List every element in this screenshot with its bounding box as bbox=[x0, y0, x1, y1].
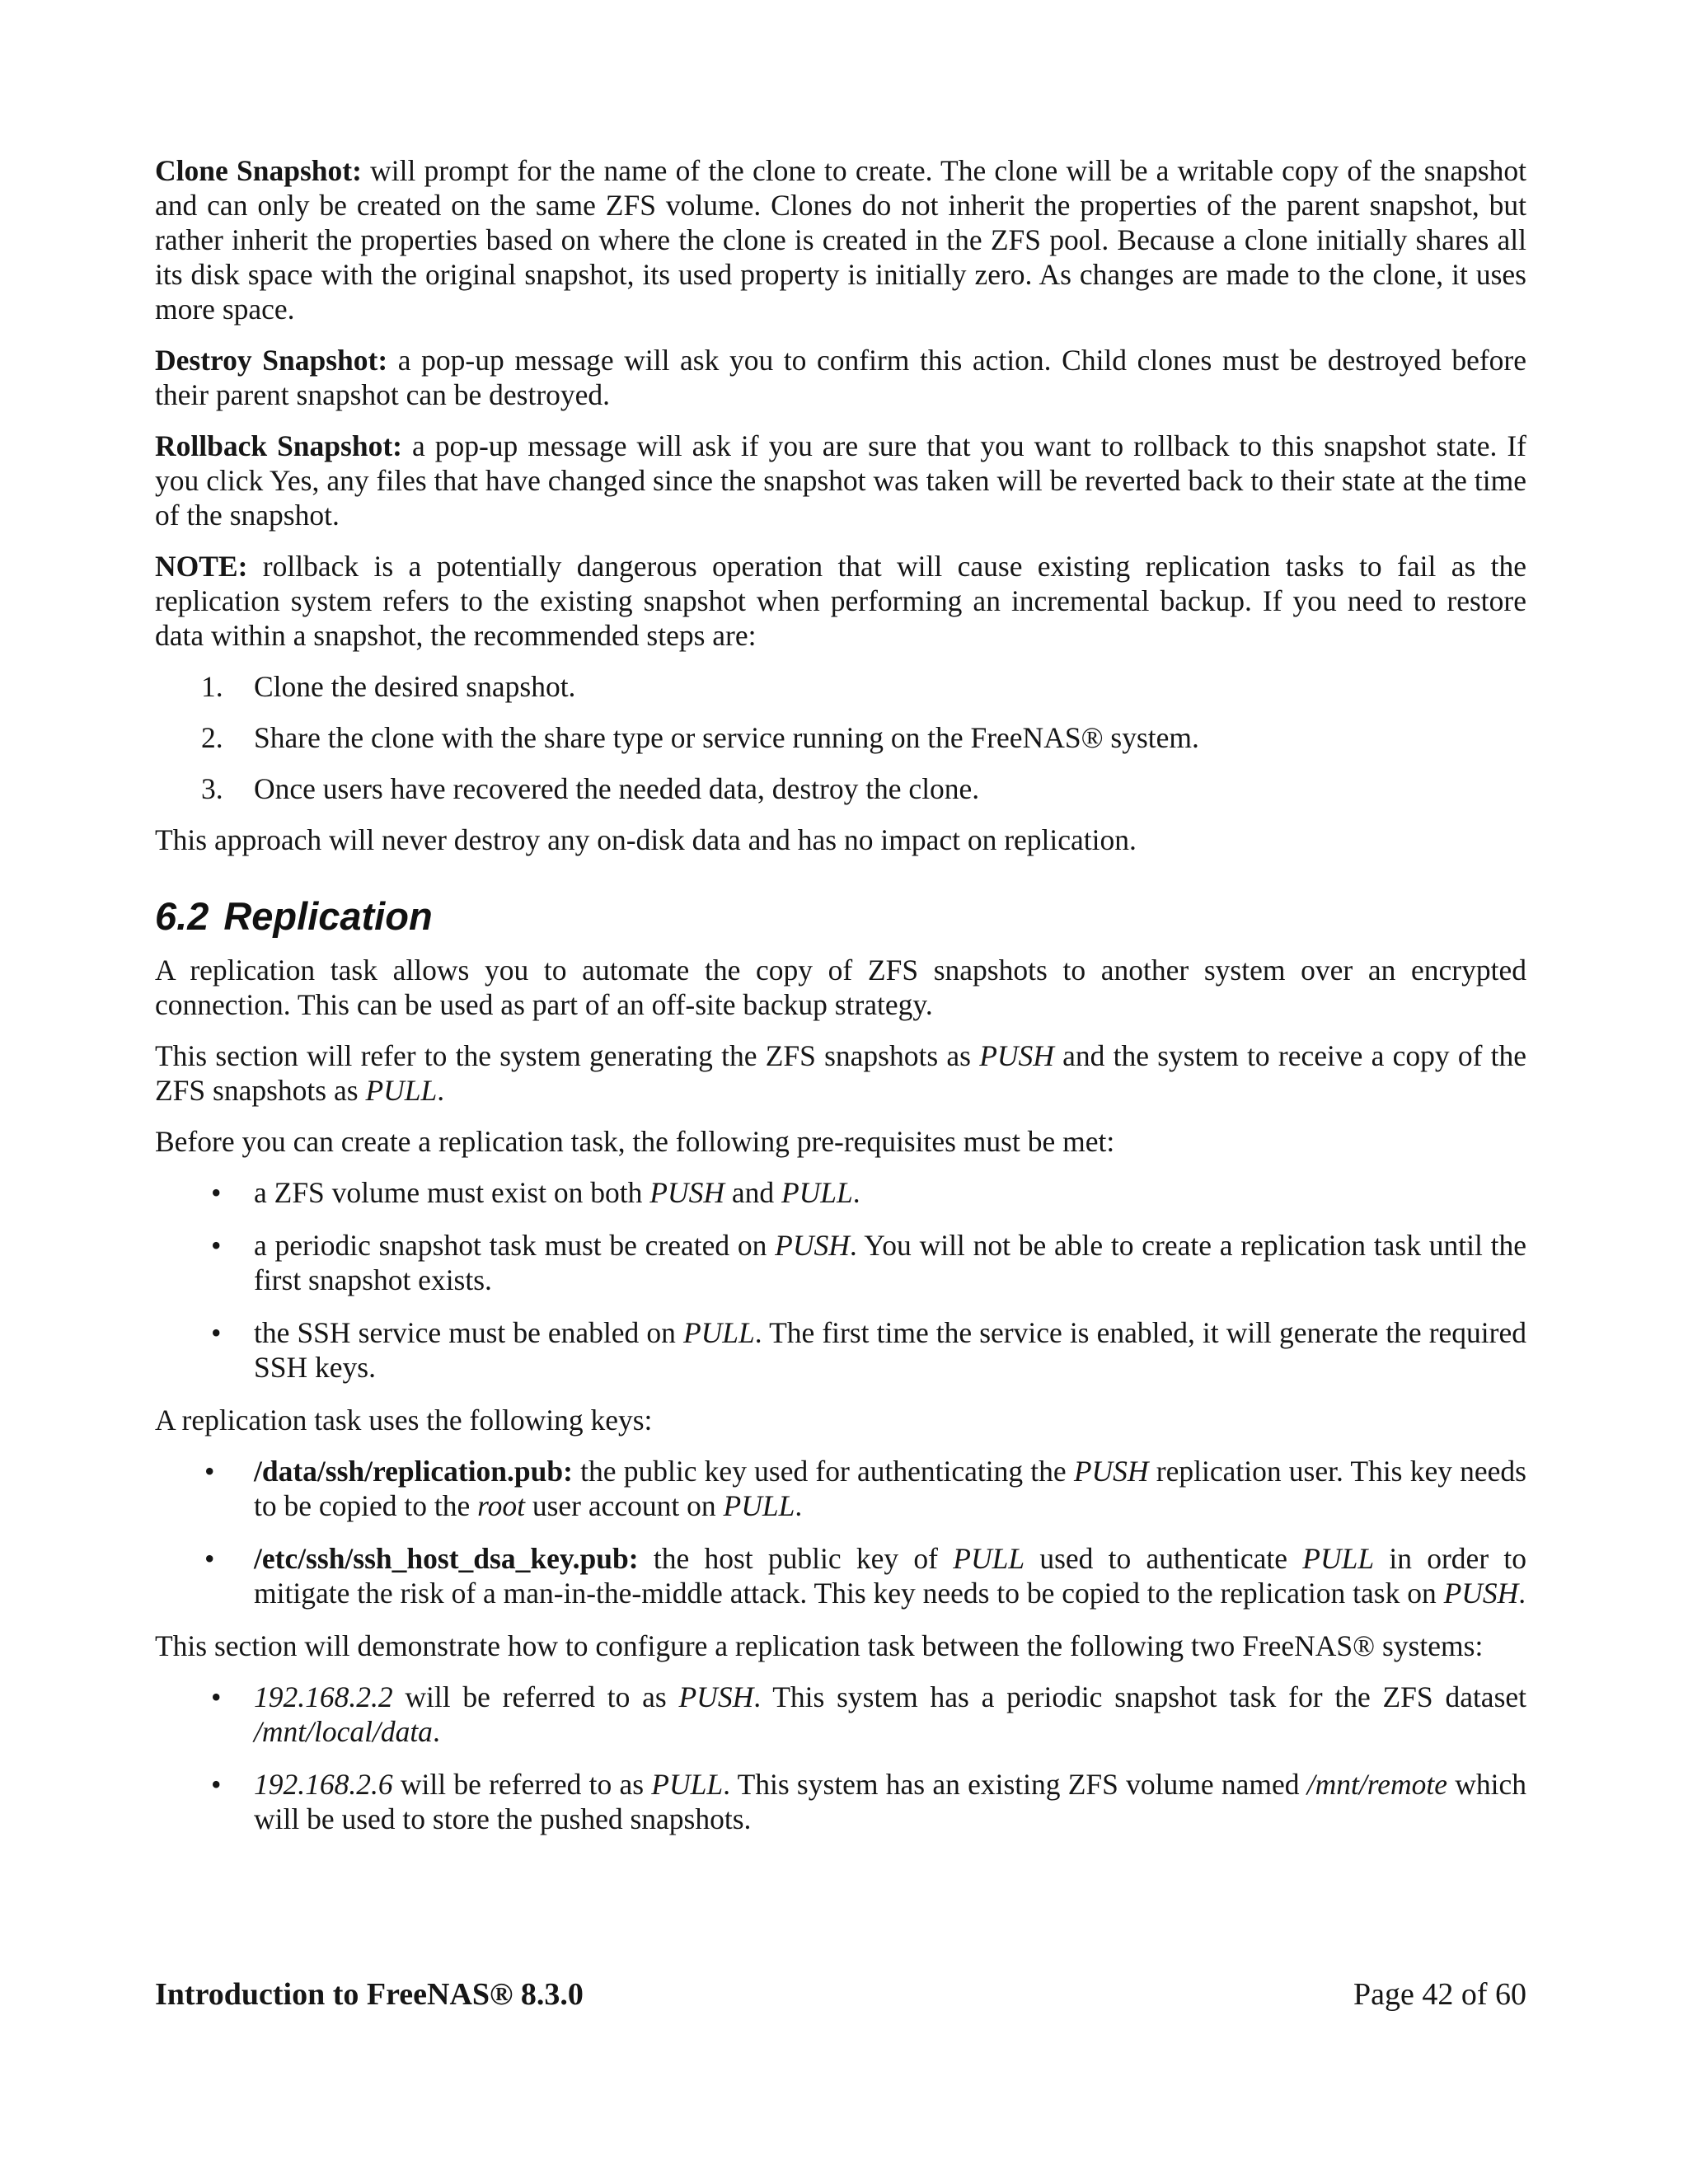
keys-list bbox=[155, 1454, 1526, 1610]
list-item: 2. Share the clone with the share type or service running on the FreeNAS® system. bbox=[201, 721, 1199, 754]
clone-snapshot-label: Clone Snapshot: bbox=[155, 154, 362, 187]
destroy-snapshot-label: Destroy Snapshot: bbox=[155, 344, 388, 377]
push-pull-definition-paragraph: This section will refer to the system generating the ZFS snapshots as PUSH and the system to receive a copy of the ZFS snapshots as PULL. bbox=[155, 1039, 1526, 1107]
prerequisites-intro-paragraph: Before you can create a replication task, the following pre-requisites must be met: bbox=[155, 1125, 1115, 1158]
list-item: • /data/ssh/replication.pub: the public key used for authenticating the PUSH replication user. This key needs to be copied to the root user account on PULL. bbox=[204, 1455, 1526, 1522]
systems-list bbox=[155, 1680, 1526, 1836]
bullet-icon: • bbox=[211, 1176, 222, 1209]
bullet-icon: • bbox=[211, 1316, 222, 1349]
destroy-snapshot-paragraph: Destroy Snapshot: a pop-up message will ask you to confirm this action. Child clones must be destroyed before their parent snapshot can be destroyed. bbox=[155, 344, 1526, 411]
bullet-icon: • bbox=[211, 1229, 222, 1262]
prerequisites-list bbox=[155, 1175, 1526, 1385]
rollback-snapshot-label: Rollback Snapshot: bbox=[155, 429, 403, 462]
key-path-label: /data/ssh/replication.pub: bbox=[254, 1455, 573, 1488]
approach-paragraph: This approach will never destroy any on-disk data and has no impact on replication. bbox=[155, 823, 1137, 856]
bullet-icon: • bbox=[211, 1680, 222, 1713]
document-page bbox=[155, 153, 1526, 1854]
recommended-steps-list bbox=[155, 669, 1526, 806]
note-label: NOTE: bbox=[155, 550, 248, 583]
list-item: • 192.168.2.6 will be referred to as PULL. This system has an existing ZFS volume named /mnt/remote which will be used to store the pushed snapshots. bbox=[211, 1768, 1526, 1835]
replication-intro-paragraph: A replication task allows you to automate the copy of ZFS snapshots to another system over an encrypted connection. This can be used as part of an off-site backup strategy. bbox=[155, 954, 1526, 1021]
list-item: • a ZFS volume must exist on both PUSH and PULL. bbox=[211, 1176, 860, 1209]
section-heading: 6.2 Replication bbox=[155, 894, 433, 938]
list-item: 3. Once users have recovered the needed data, destroy the clone. bbox=[201, 772, 980, 805]
list-item: • the SSH service must be enabled on PULL. The first time the service is enabled, it will generate the required SSH keys. bbox=[211, 1316, 1526, 1384]
keys-intro-paragraph: A replication task uses the following keys: bbox=[155, 1404, 653, 1436]
page-footer bbox=[155, 1975, 1526, 2013]
list-item: • 192.168.2.2 will be referred to as PUSH. This system has a periodic snapshot task for the ZFS dataset /mnt/local/data. bbox=[211, 1680, 1527, 1748]
rollback-snapshot-paragraph: Rollback Snapshot: a pop-up message will ask if you are sure that you want to rollback to this snapshot state. If you click Yes, any files that have changed since the snapshot was taken will be reverted back to their state at the time of the snapshot. bbox=[155, 429, 1526, 532]
demo-intro-paragraph: This section will demonstrate how to configure a replication task between the following two FreeNAS® systems: bbox=[155, 1629, 1484, 1662]
list-item: • /etc/ssh/ssh_host_dsa_key.pub: the host public key of PULL used to authenticate PULL in order to mitigate the risk of a man-in-the-middle attack. This key needs to be copied to the replication task on PUSH. bbox=[204, 1542, 1527, 1610]
key-path-label: /etc/ssh/ssh_host_dsa_key.pub: bbox=[254, 1542, 639, 1575]
list-item: 1. Clone the desired snapshot. bbox=[201, 670, 576, 703]
page-number: Page 42 of 60 bbox=[1353, 1977, 1526, 2012]
footer-title: Introduction to FreeNAS® 8.3.0 bbox=[155, 1977, 584, 2012]
clone-snapshot-paragraph: Clone Snapshot: will prompt for the name of the clone to create. The clone will be a writable copy of the snapshot and can only be created on the same ZFS volume. Clones do not inherit the properties of the parent snapshot, but rather inherit the properties based on where the clone is created in the ZFS pool. Because a clone initially shares all its disk space with the original snapshot, its used property is initially zero. As changes are made to the clone, it uses more space. bbox=[155, 154, 1527, 326]
list-item: • a periodic snapshot task must be created on PUSH. You will not be able to create a replication task until the first snapshot exists. bbox=[211, 1229, 1526, 1296]
note-paragraph: NOTE: rollback is a potentially dangerous operation that will cause existing replication tasks to fail as the replication system refers to the existing snapshot when performing an incremental backup. If you need to restore data within a snapshot, the recommended steps are: bbox=[155, 550, 1526, 652]
bullet-icon: • bbox=[204, 1542, 215, 1575]
bullet-icon: • bbox=[211, 1768, 222, 1801]
bullet-icon: • bbox=[204, 1455, 215, 1488]
